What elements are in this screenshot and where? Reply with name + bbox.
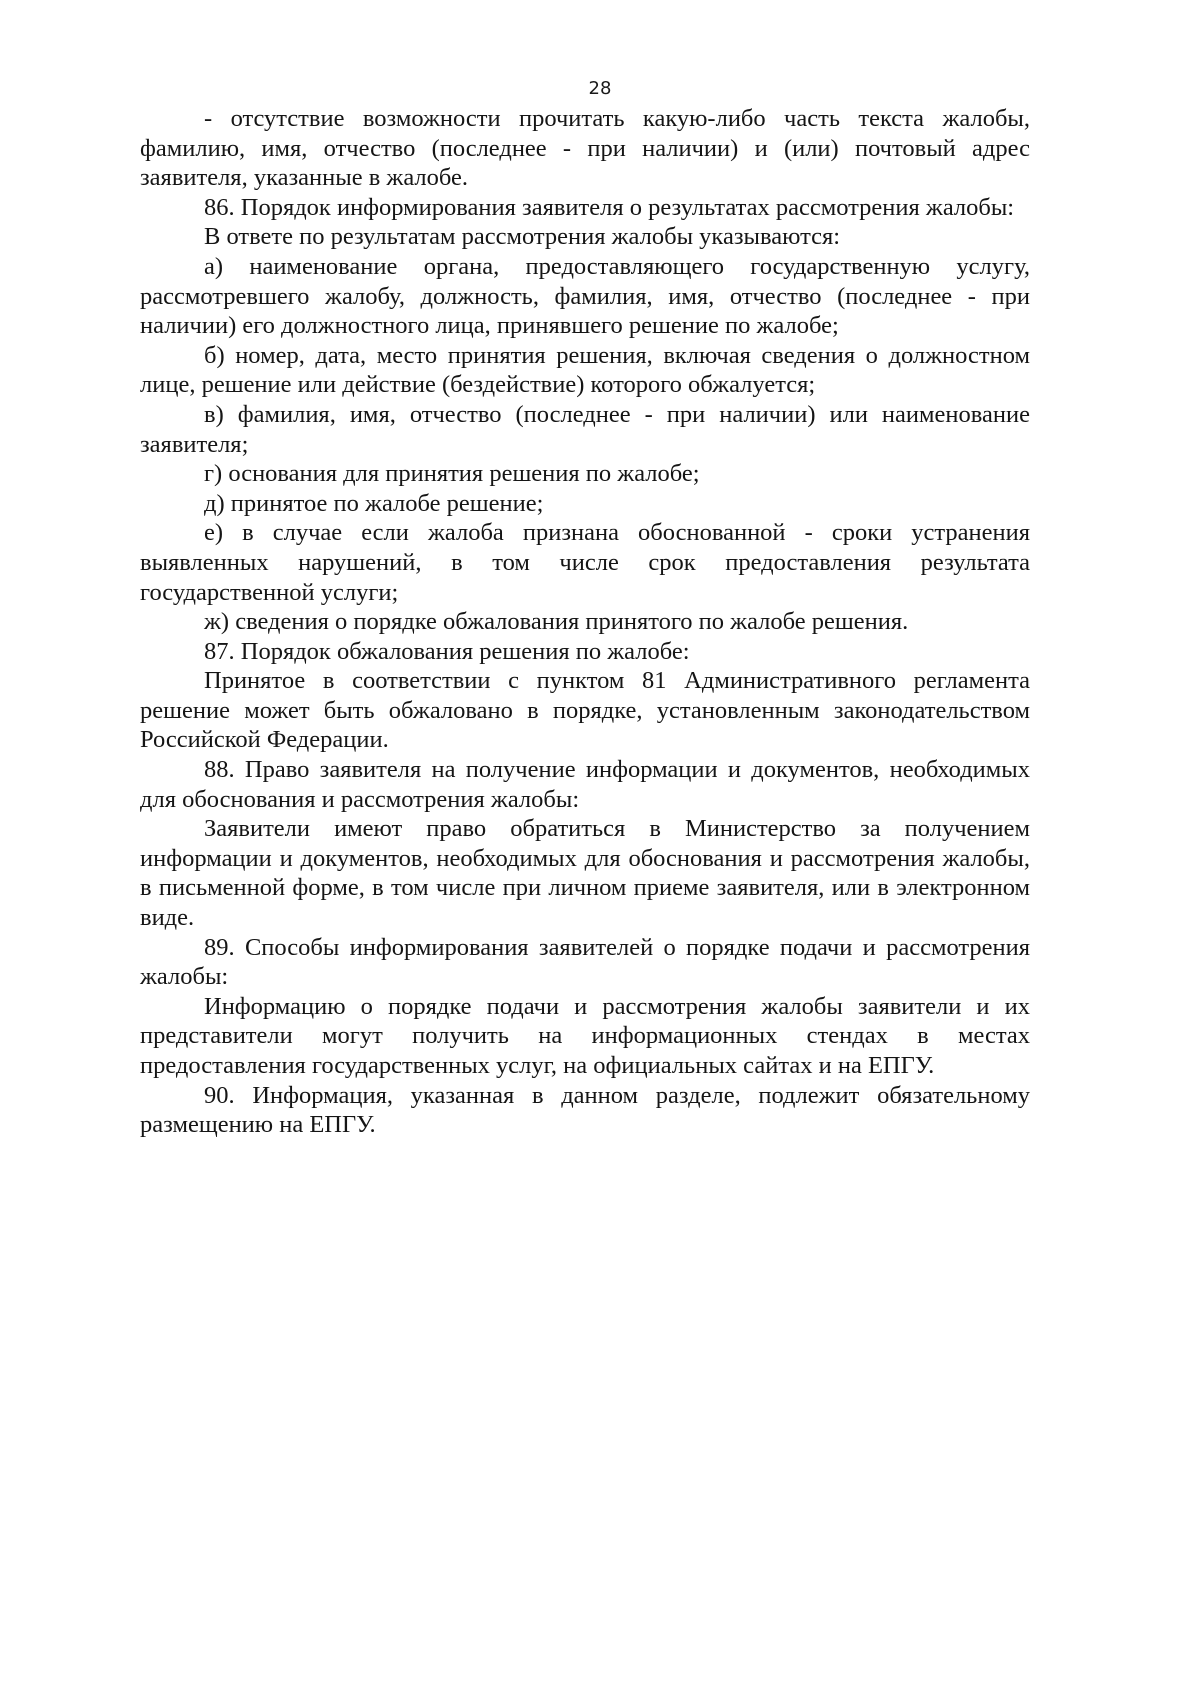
paragraph-88-heading: 88. Право заявителя на получение информации и документов, необходимых для обоснования и рассмотрения жалобы: [140, 756, 1030, 813]
page-number: 28 [588, 78, 612, 99]
paragraph-86-item-a: а) наименование органа, предоставляющего государственную услугу, рассмотревшего жалобу, должность, фамилия, имя, отчество (последнее - при наличии) его должностного лица, принявшего решение по жалобе; [140, 252, 1030, 340]
paragraph-89-heading: 89. Способы информирования заявителей о порядке подачи и рассмотрения жалобы: [140, 933, 1030, 991]
paragraph-86-heading: 86. Порядок информирования заявителя о результатах рассмотрения жалобы: [204, 193, 1015, 221]
paragraph-88-body: Заявители имеют право обратиться в Министерство за получением информации и документов, необходимых для обоснования и рассмотрения жалобы, в письменной форме, в том числе при личном приеме заявителя, или в электронном виде. [140, 815, 1030, 932]
document-body [140, 104, 1030, 1140]
paragraph-87-heading: 87. Порядок обжалования решения по жалобе: [204, 637, 690, 665]
paragraph-absence-of-readability: - отсутствие возможности прочитать какую-либо часть текста жалобы, фамилию, имя, отчество (последнее - при наличии) и (или) почтовый адрес заявителя, указанные в жалобе. [140, 105, 1030, 192]
paragraph-86-intro: В ответе по результатам рассмотрения жалобы указываются: [204, 223, 841, 251]
paragraph-86-item-e: е) в случае если жалоба признана обоснованной - сроки устранения выявленных нарушений, в том числе срок предоставления результата государственной услуги; [140, 519, 1030, 606]
paragraph-86-item-g: г) основания для принятия решения по жалобе; [204, 460, 700, 488]
paragraph-86-item-d: д) принятое по жалобе решение; [204, 489, 544, 517]
paragraph-86-item-zh: ж) сведения о порядке обжалования принятого по жалобе решения. [204, 608, 909, 636]
paragraph-86-item-b: б) номер, дата, место принятия решения, включая сведения о должностном лице, решение или действие (бездействие) которого обжалуется; [140, 341, 1030, 399]
paragraph-87-body: Принятое в соответствии с пунктом 81 Административного регламента решение может быть обжаловано в порядке, установленным законодательством Российской Федерации. [140, 667, 1030, 754]
paragraph-86-item-v: в) фамилия, имя, отчество (последнее - при наличии) или наименование заявителя; [140, 400, 1030, 458]
paragraph-89-body: Информацию о порядке подачи и рассмотрения жалобы заявители и их представители могут получить на информационных стендах в местах предоставления государственных услуг, на официальных сайтах и на ЕПГУ. [140, 992, 1030, 1079]
paragraph-90: 90. Информация, указанная в данном разделе, подлежит обязательному размещению на ЕПГУ. [140, 1081, 1030, 1139]
